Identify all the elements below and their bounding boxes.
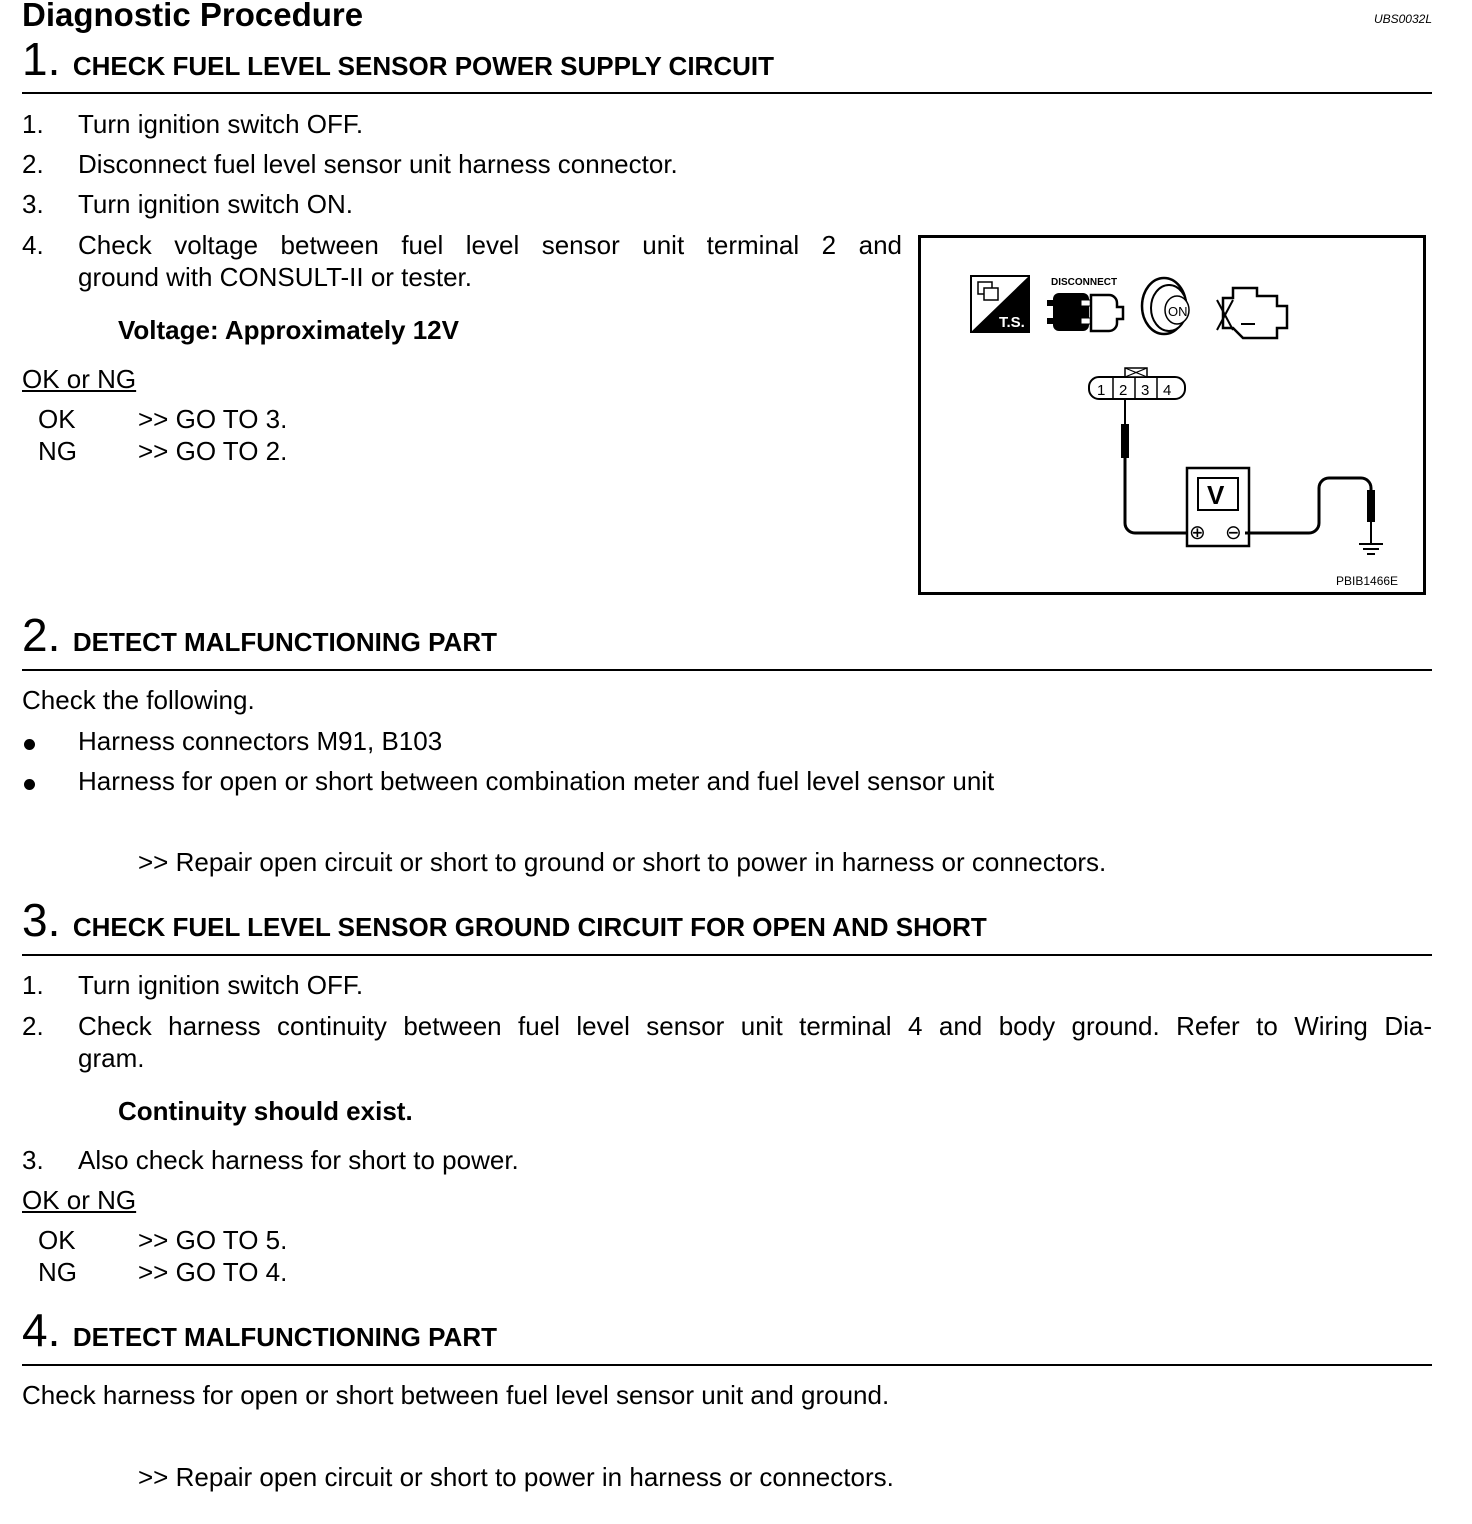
ok-action: >> GO TO 5. (138, 1225, 288, 1255)
ok-ng-label: OK or NG (22, 364, 137, 394)
voltmeter (1187, 468, 1249, 546)
disconnect-label: DISCONNECT (1051, 277, 1118, 288)
positive-probe (1121, 399, 1191, 533)
bullet-item: Harness for open or short between combination meter and fuel level sensor unit (0, 765, 1300, 797)
section-divider (22, 92, 1432, 94)
plus-terminal: ⊕ (1189, 522, 1206, 544)
voltage-check-figure (918, 235, 1426, 595)
repair-action: >> Repair open circuit or short to power in harness or connectors. (138, 1462, 894, 1492)
ts-icon (971, 276, 1029, 332)
meter-label: V (1207, 480, 1225, 510)
section-1-heading (22, 33, 774, 85)
ignition-on-icon (1142, 278, 1189, 334)
step-item: 2. Check harness continuity between fuel level sensor unit terminal 4 and body ground. Refer to Wiring Dia- gram. (22, 1011, 1432, 1073)
step-item: 4. Check voltage between fuel level sensor unit terminal 2 and ground with CONSULT-II or tester. (22, 230, 902, 292)
on-label: ON (1168, 304, 1188, 319)
ok-ng-label: OK or NG (22, 1185, 137, 1215)
check-intro: Check the following. (22, 685, 255, 715)
engine-stopped-icon (1217, 288, 1287, 338)
section-title: CHECK FUEL LEVEL SENSOR POWER SUPPLY CIRCUIT (72, 51, 774, 81)
step-item: 3. Also check harness for short to power. (22, 1145, 519, 1175)
section-2-heading (22, 609, 497, 661)
section-number: 2. (22, 609, 61, 661)
pin-4: 4 (1163, 382, 1172, 399)
ng-action: >> GO TO 4. (138, 1257, 288, 1287)
section-divider (22, 1364, 1432, 1366)
section-number: 4. (22, 1304, 61, 1356)
reference-code: UBS0032L (1373, 12, 1432, 26)
harness-connector (1089, 368, 1185, 399)
pin-2: 2 (1119, 382, 1128, 399)
section-divider (22, 954, 1432, 956)
section-title: CHECK FUEL LEVEL SENSOR GROUND CIRCUIT FOR OPEN AND SHORT (72, 912, 987, 942)
step-item: 3. Turn ignition switch ON. (22, 189, 354, 219)
step-item: 2. Disconnect fuel level sensor unit harness connector. (22, 149, 678, 179)
section-title: DETECT MALFUNCTIONING PART (72, 1322, 497, 1352)
figure-diagram (921, 238, 1423, 592)
ground-symbol (1359, 544, 1383, 554)
ng-label: NG (38, 1257, 77, 1287)
bullet-item: Harness connectors M91, B103 (0, 725, 1300, 757)
section-number: 1. (22, 33, 61, 85)
section-title: DETECT MALFUNCTIONING PART (72, 627, 497, 657)
pin-3: 3 (1141, 382, 1150, 399)
ok-action: >> GO TO 3. (138, 404, 288, 434)
step-item: 1. Turn ignition switch OFF. (22, 109, 364, 139)
section-number: 3. (22, 894, 61, 946)
page-title: Diagnostic Procedure (22, 0, 364, 33)
section-3-heading (22, 894, 987, 946)
ng-label: NG (38, 436, 77, 466)
voltage-spec: Voltage: Approximately 12V (118, 315, 459, 345)
pin-1: 1 (1097, 382, 1106, 399)
ok-label: OK (38, 1225, 76, 1255)
figure-code: PBIB1466E (1336, 574, 1399, 588)
repair-action: >> Repair open circuit or short to ground or short to power in harness or connectors. (138, 847, 1107, 877)
minus-terminal: ⊖ (1225, 522, 1242, 544)
ok-label: OK (38, 404, 76, 434)
ts-label: T.S. (999, 314, 1025, 331)
continuity-spec: Continuity should exist. (118, 1096, 413, 1126)
ng-action: >> GO TO 2. (138, 436, 288, 466)
section-divider (22, 669, 1432, 671)
check-intro: Check harness for open or short between fuel level sensor unit and ground. (22, 1380, 890, 1410)
negative-probe (1245, 478, 1375, 544)
disconnect-icon (1047, 277, 1123, 331)
step-item: 1. Turn ignition switch OFF. (22, 970, 364, 1000)
section-4-heading (22, 1304, 497, 1356)
